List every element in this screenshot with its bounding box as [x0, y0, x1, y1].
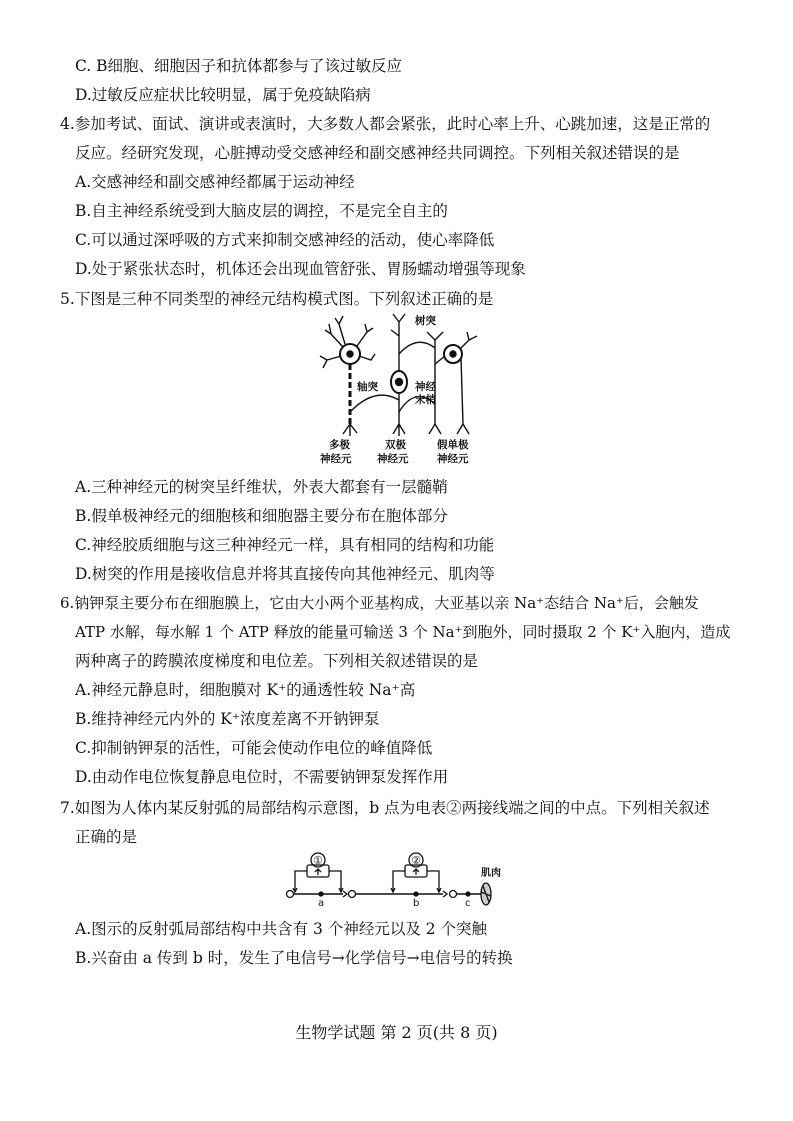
q7-stem-line-1: 7.如图为人体内某反射弧的局部结构示意图，b 点为电表②两接线端之间的中点。下列相关叙述 — [60, 799, 710, 817]
q5-option-b: B.假单极神经元的细胞核和细胞器主要分布在胞体部分 — [75, 507, 448, 525]
q5-option-a: A.三种神经元的树突呈纤维状，外表大都套有一层髓鞘 — [75, 478, 448, 496]
label-terminal-1: 神经 — [415, 381, 436, 393]
q6-stem-line-2: ATP 水解，每水解 1 个 ATP 释放的能量可输送 3 个 Na⁺到胞外，同时摄取 2 个 K⁺入胞内，造成 — [75, 623, 731, 641]
q4-stem-line-2: 反应。经研究发现，心脏搏动受交感神经和副交感神经共同调控。下列相关叙述错误的是 — [75, 144, 680, 162]
caption-multipolar-2: 神经元 — [320, 453, 352, 465]
reflex-arc-figure — [285, 848, 515, 910]
q6-option-c: C.抑制钠钾泵的活性，可能会使动作电位的峰值降低 — [75, 739, 433, 757]
label-axon: 轴突 — [357, 381, 378, 393]
point-b-label: b — [413, 898, 420, 909]
q4-option-a: A.交感神经和副交感神经都属于运动神经 — [75, 173, 355, 191]
q5-option-c: C.神经胶质细胞与这三种神经元一样，具有相同的结构和功能 — [75, 536, 495, 554]
q3-option-c: C. B细胞、细胞因子和抗体都参与了该过敏反应 — [75, 57, 403, 75]
q3-option-d: D.过敏反应症状比较明显，属于免疫缺陷病 — [75, 86, 371, 104]
meter-1-label: ① — [313, 854, 323, 867]
caption-multipolar-1: 多极 — [329, 439, 350, 451]
point-c-label: c — [465, 898, 471, 909]
label-terminal-2: 末梢 — [415, 394, 436, 406]
q6-option-d: D.由动作电位恢复静息电位时，不需要钠钾泵发挥作用 — [75, 768, 449, 786]
point-a-label: a — [318, 898, 325, 909]
q5-option-d: D.树突的作用是接收信息并将其直接传向其他神经元、肌肉等 — [75, 565, 495, 583]
caption-bipolar-2: 神经元 — [377, 453, 409, 465]
q6-stem-line-1: 6.钠钾泵主要分布在细胞膜上，它由大小两个亚基构成，大亚基以亲 Na⁺态结合 Na⁺后，会触发 — [60, 594, 699, 612]
q7-option-a: A.图示的反射弧局部结构中共含有 3 个神经元以及 2 个突触 — [75, 920, 488, 938]
q4-option-d: D.处于紧张状态时，机体还会出现血管舒张、胃肠蠕动增强等现象 — [75, 260, 526, 278]
q7-stem-line-2: 正确的是 — [75, 828, 138, 846]
q6-option-a: A.神经元静息时，细胞膜对 K⁺的通透性较 Na⁺高 — [75, 681, 416, 699]
caption-pseudounipolar-2: 神经元 — [437, 453, 469, 465]
q6-stem-line-3: 两种离子的跨膜浓度梯度和电位差。下列相关叙述错误的是 — [75, 652, 479, 670]
caption-bipolar-1: 双极 — [385, 439, 406, 451]
q4-option-b: B.自主神经系统受到大脑皮层的调控，不是完全自主的 — [75, 202, 448, 220]
neuron-types-figure — [315, 312, 485, 470]
page-footer: 生物学试题 第 2 页(共 8 页) — [295, 1023, 498, 1042]
q4-stem-line-1: 4.参加考试、面试、演讲或表演时，大多数人都会紧张，此时心率上升、心跳加速，这是正常的 — [60, 115, 711, 133]
q6-option-b: B.维持神经元内外的 K⁺浓度差离不开钠钾泵 — [75, 710, 380, 728]
q5-stem: 5.下图是三种不同类型的神经元结构模式图。下列叙述正确的是 — [60, 290, 494, 308]
muscle-label: 肌肉 — [481, 868, 501, 879]
caption-pseudounipolar-1: 假单极 — [437, 439, 469, 451]
q7-option-b: B.兴奋由 a 传到 b 时，发生了电信号→化学信号→电信号的转换 — [75, 949, 513, 967]
q4-option-c: C.可以通过深呼吸的方式来抑制交感神经的活动，使心率降低 — [75, 231, 495, 249]
label-dendrite: 树突 — [415, 315, 436, 327]
meter-2-label: ② — [411, 854, 421, 867]
